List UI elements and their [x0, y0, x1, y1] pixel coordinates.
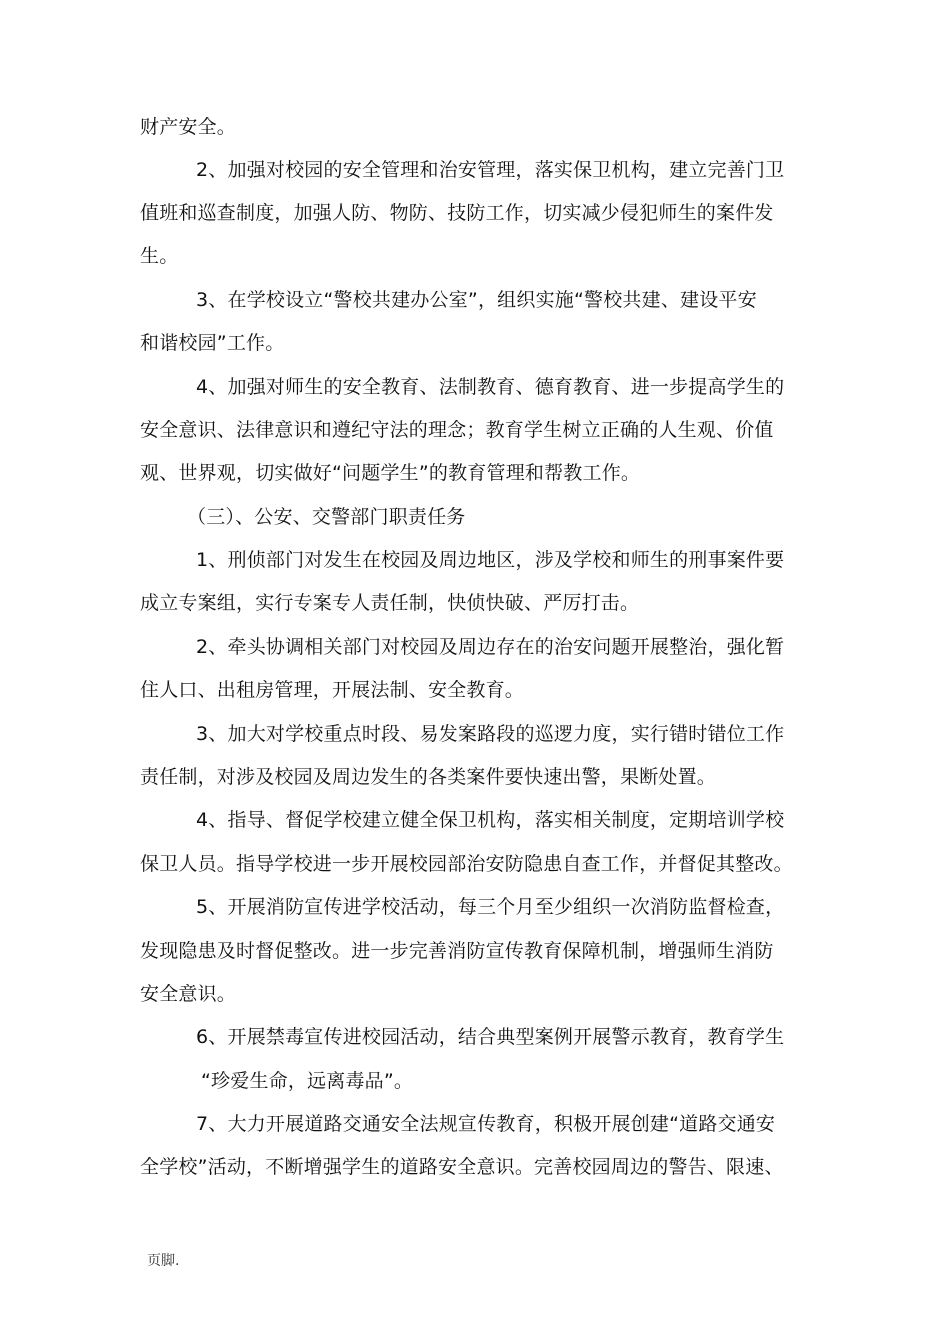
- text-line: 4、加强对师生的安全教育、法制教育、德育教育、进一步提高学生的: [196, 376, 785, 398]
- text-line: 4、指导、督促学校建立健全保卫机构，落实相关制度，定期培训学校: [196, 809, 785, 831]
- text-line: 2、加强对校园的安全管理和治安管理，落实保卫机构，建立完善门卫: [196, 159, 785, 181]
- text-line: 1、刑侦部门对发生在校园及周边地区，涉及学校和师生的刑事案件要: [196, 549, 785, 571]
- text-line: 发现隐患及时督促整改。进一步完善消防宣传教育保障机制，增强师生消防: [140, 940, 774, 962]
- text-line: 观、世界观，切实做好“问题学生”的教育管理和帮教工作。: [140, 462, 641, 484]
- text-line: 安全意识、法律意识和遵纪守法的理念；教育学生树立正确的人生观、价值: [140, 419, 774, 441]
- page-footer: 页脚.: [147, 1253, 180, 1269]
- text-line: 6、开展禁毒宣传进校园活动，结合典型案例开展警示教育，教育学生: [196, 1026, 785, 1048]
- text-line: 保卫人员。指导学校进一步开展校园部治安防隐患自查工作，并督促其整改。: [140, 853, 793, 875]
- text-line: 2、牵头协调相关部门对校园及周边存在的治安问题开展整治，强化暂: [196, 636, 785, 658]
- text-line: “珍爱生命，远离毒品”。: [201, 1070, 414, 1092]
- section-heading: （三）、公安、交警部门职责任务: [187, 506, 466, 528]
- text-line: 住人口、出租房管理，开展法制、安全教育。: [140, 679, 525, 701]
- text-line: 3、加大对学校重点时段、易发案路段的巡逻力度，实行错时错位工作: [196, 723, 785, 745]
- text-line: 3、在学校设立“警校共建办公室”，组织实施“警校共建、建设平安: [196, 289, 757, 311]
- text-line: 责任制，对涉及校园及周边发生的各类案件要快速出警，果断处置。: [140, 766, 717, 788]
- text-line: 安全意识。: [140, 983, 237, 1005]
- text-line: 5、开展消防宣传进学校活动，每三个月至少组织一次消防监督检查，: [196, 896, 785, 918]
- text-line: 全学校”活动，不断增强学生的道路安全意识。完善校园周边的警告、限速、: [140, 1156, 784, 1178]
- text-line: 7、大力开展道路交通安全法规宣传教育，积极开展创建“道路交通安: [196, 1113, 776, 1135]
- text-line: 生。: [140, 245, 179, 267]
- text-line: 和谐校园”工作。: [140, 332, 285, 354]
- text-line: 财产安全。: [140, 116, 237, 138]
- text-line: 成立专案组，实行专案专人责任制，快侦快破、严厉打击。: [140, 592, 640, 614]
- text-line: 值班和巡查制度，加强人防、物防、技防工作，切实减少侵犯师生的案件发: [140, 202, 774, 224]
